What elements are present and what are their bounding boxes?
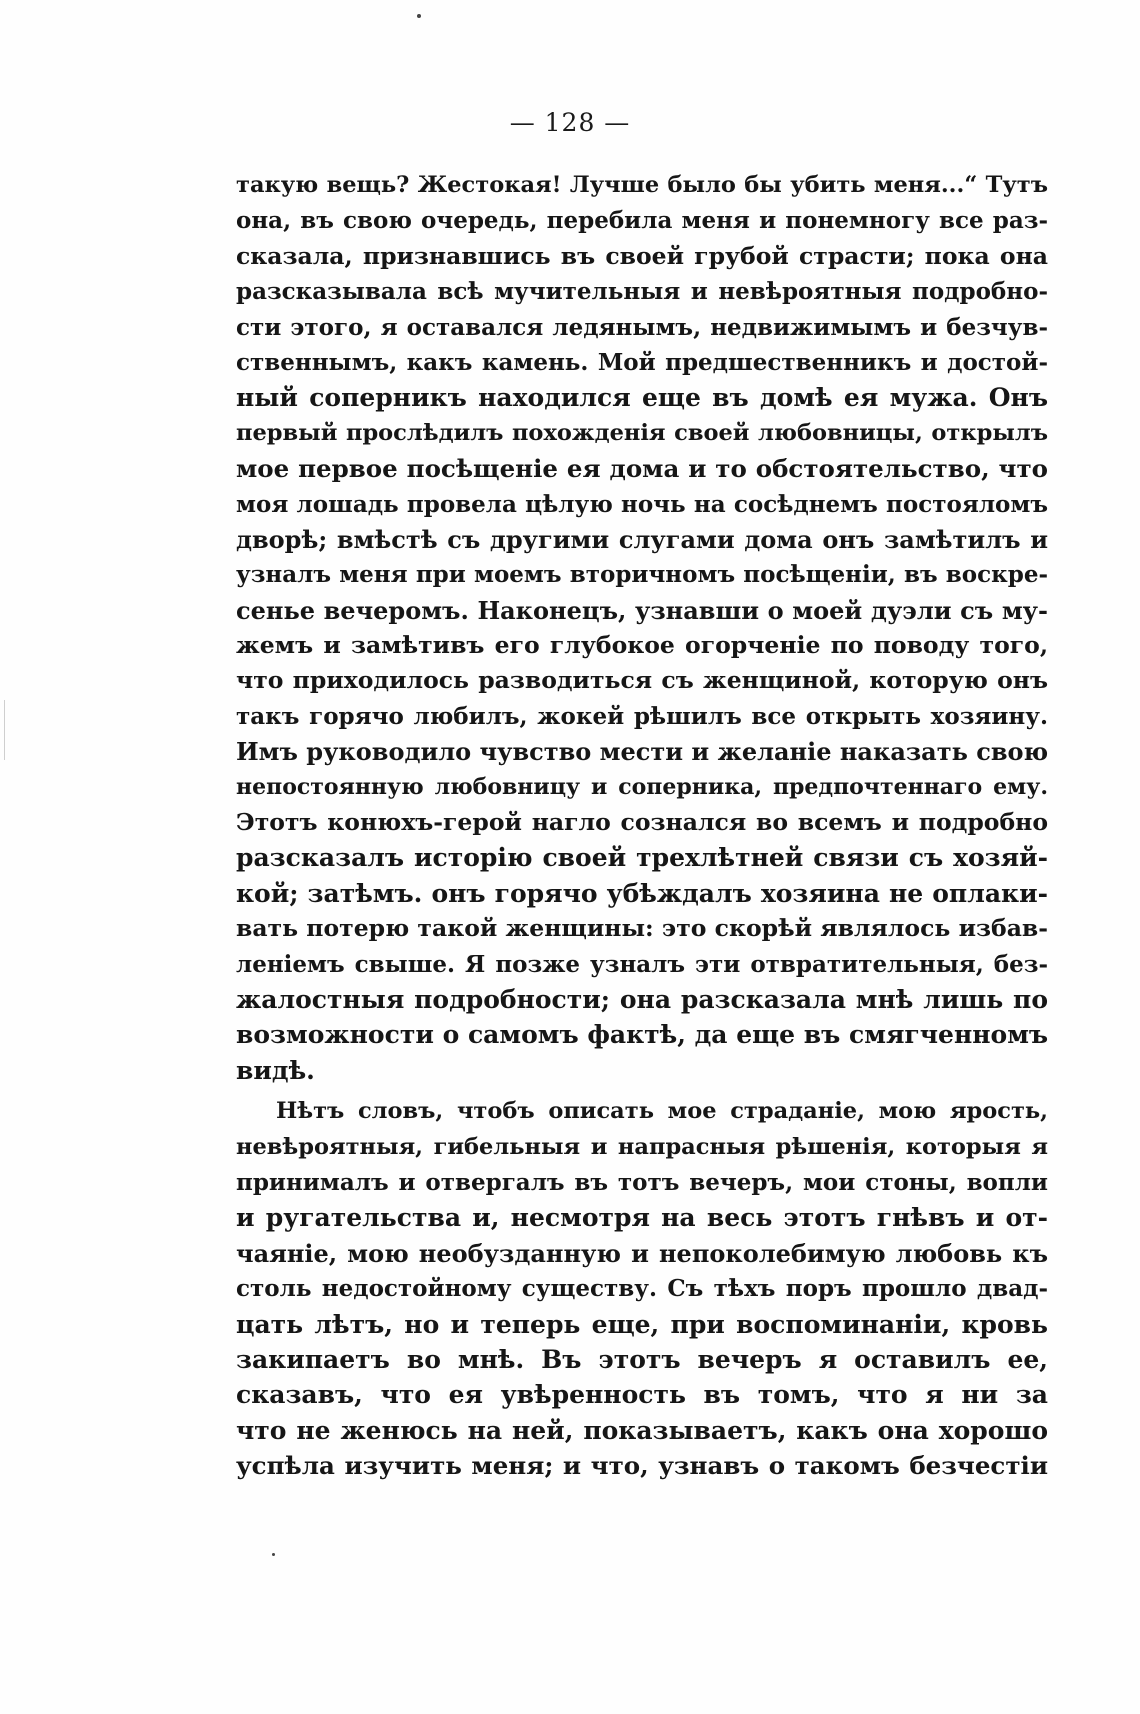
paragraph [236, 168, 1048, 1088]
text-line: ный соперникъ находился еще въ домѣ ея мужа. Онъ [236, 383, 1048, 413]
text-line: разсказывала всѣ мучительныя и невѣроятныя подробно- [236, 278, 1048, 306]
text-line: что приходилось разводиться съ женщиной, которую онъ [236, 666, 1048, 695]
text-line: возможности о самомъ фактѣ, да еще въ смягченномъ [236, 1020, 1049, 1050]
text-line: жемъ и замѣтивъ его глубокое огорченіе по поводу того, [236, 631, 1048, 660]
scan-speck-bottom [272, 1553, 275, 1556]
text-line: она, въ свою очередь, перебила меня и понемногу все раз- [236, 207, 1048, 235]
text-line: Имъ руководило чувство мести и желаніе наказать свою [236, 737, 1049, 767]
body-text [236, 168, 1048, 1483]
text-line: что не женюсь на ней, показываетъ, какъ она хорошо [236, 1415, 1048, 1445]
text-line: чаяніе, мою необузданную и непоколебимую любовь къ [236, 1238, 1048, 1268]
text-line: принималъ и отвергалъ въ тотъ вечеръ, мои стоны, вопли [236, 1168, 1048, 1196]
text-line: мое первое посѣщеніе ея дома и то обстоятельство, что [236, 454, 1048, 484]
text-line: моя лошадь провела цѣлую ночь на сосѣднемъ постояломъ [236, 490, 1048, 518]
text-line: кой; затѣмъ. онъ горячо убѣждалъ хозяина не оплаки- [236, 878, 1048, 908]
text-line: первый прослѣдилъ похожденія своей любовницы, открылъ [236, 419, 1048, 446]
text-line: непостоянную любовницу и соперника, предпочтеннаго ему. [236, 773, 1048, 800]
text-line: вать потерю такой женщины: это скорѣй являлось избав- [236, 914, 1048, 943]
page-number: — 128 — [509, 108, 631, 137]
text-line: невѣроятныя, гибельныя и напрасныя рѣшенія, которыя я [236, 1133, 1048, 1160]
text-line: сказала, признавшись въ своей грубой страсти; пока она [236, 241, 1048, 270]
text-line: закипаетъ во мнѣ. Въ этотъ вечеръ я оставилъ ее, [236, 1344, 1048, 1374]
text-line: дворѣ; вмѣстѣ съ другими слугами дома онъ замѣтилъ и [236, 524, 1048, 554]
text-line: такъ горячо любилъ, жокей рѣшилъ все открыть хозяину. [236, 702, 1048, 730]
text-line: Этотъ конюхъ-герой нагло сознался во всемъ и подробно [236, 808, 1048, 837]
text-line: и ругательства и, несмотря на весь этотъ гнѣвъ и от- [236, 1203, 1048, 1233]
paragraph [236, 1094, 1048, 1483]
text-line: Нѣтъ словъ, чтобъ описать мое страданіе, мою ярость, [276, 1098, 1048, 1125]
text-line: сенье вечеромъ. Наконецъ, узнавши о моей дуэли съ му- [236, 595, 1048, 625]
text-line: узналъ меня при моемъ вторичномъ посѣщеніи, въ воскре- [236, 561, 1048, 589]
text-line: такую вещь? Жестокая! Лучше было бы убить меня...“ Тутъ [236, 172, 1048, 198]
text-line: успѣла изучить меня; и что, узнавъ о такомъ безчестіи [236, 1451, 1048, 1481]
text-line: разсказалъ исторію своей трехлѣтней связи съ хозяй- [236, 843, 1048, 873]
scan-speck-top [417, 14, 421, 18]
text-line: цать лѣтъ, но и теперь еще, при воспоминаніи, кровь [236, 1309, 1048, 1339]
text-line: сти этого, я оставался ледянымъ, недвижимымъ и безчув- [236, 313, 1048, 341]
text-line: сказавъ, что ея увѣренность въ томъ, что я ни за [236, 1380, 1048, 1410]
text-line: видѣ. [236, 1055, 315, 1085]
text-line: ственнымъ, какъ камень. Мой предшественникъ и достой- [236, 348, 1048, 376]
text-line: жалостныя подробности; она разсказала мнѣ лишь по [236, 984, 1048, 1014]
scan-margin-mark [4, 700, 5, 760]
text-line: леніемъ свыше. Я позже узналъ эти отвратительныя, без- [236, 950, 1048, 978]
text-line: столь недостойному существу. Съ тѣхъ поръ прошло двад- [236, 1275, 1048, 1303]
